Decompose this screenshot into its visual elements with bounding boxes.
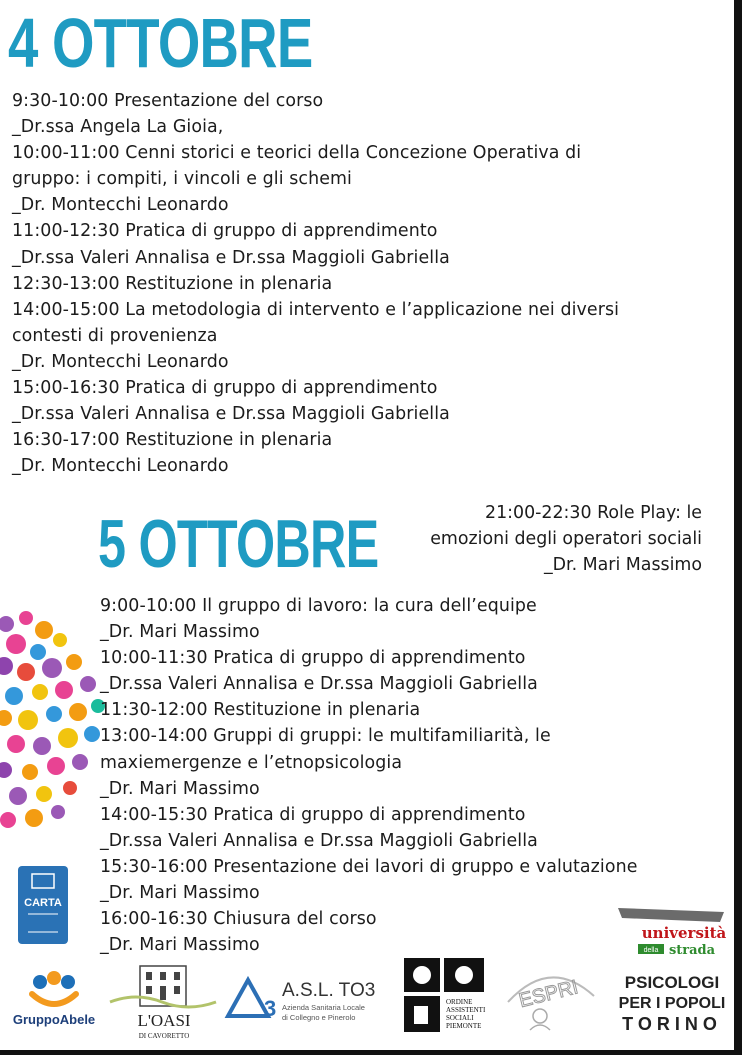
schedule-line: 10:00-11:00 Cenni storici e teorici della Concezione Operativa di [12, 143, 582, 164]
ordine-assistenti-sociali-logo [402, 956, 492, 1036]
schedule-line: _Dr.ssa Valeri Annalisa e Dr.ssa Maggioli Gabriella [12, 404, 450, 425]
day-1-title: 4 OTTOBRE [8, 4, 313, 82]
schedule-line: _Dr.ssa Angela La Gioia, [12, 117, 224, 138]
schedule-line: 16:00-16:30 Chiusura del corso [100, 909, 377, 930]
evening-line: 21:00-22:30 Role Play: le [485, 503, 702, 523]
schedule-line: _Dr.ssa Valeri Annalisa e Dr.ssa Maggioli Gabriella [100, 830, 538, 851]
schedule-line: _Dr. Montecchi Leonardo [12, 456, 229, 477]
day-2-schedule [100, 593, 638, 958]
schedule-line: 9:00-10:00 Il gruppo di lavoro: la cura dell’equipe [100, 596, 537, 616]
oasi-label: L'OASI [137, 1011, 191, 1030]
day-2-title: 5 OTTOBRE [98, 506, 379, 582]
schedule-line: 9:30-10:00 Presentazione del corso [12, 91, 324, 111]
asl-to3-logo [224, 972, 392, 1032]
svg-text:3: 3 [264, 996, 277, 1021]
oas-line-4: PIEMONTE [446, 1022, 482, 1030]
schedule-line: 12:30-13:00 Restituzione in plenaria [12, 273, 333, 294]
oasi-sublabel: DI CAVORETTO [138, 1032, 190, 1040]
asl-subtitle-2: di Collegno e Pinerolo [282, 1013, 356, 1022]
right-border [734, 0, 742, 1055]
universita-strada-psicologi-logos [608, 904, 734, 1036]
carta-badge-logo [18, 866, 68, 944]
evening-session [430, 500, 702, 578]
asl-subtitle-1: Azienda Sanitaria Locale [282, 1003, 365, 1012]
colorful-tree-illustration [0, 610, 112, 850]
schedule-line: _Dr.ssa Valeri Annalisa e Dr.ssa Maggioli Gabriella [100, 674, 538, 695]
schedule-line: 15:00-16:30 Pratica di gruppo di apprendimento [12, 378, 438, 399]
asl-title: A.S.L. TO3 [282, 980, 376, 1001]
schedule-line: maxiemergenze e l’etnopsicologia [100, 752, 403, 773]
univ-label-3: strada [668, 943, 716, 958]
univ-label-1: università [641, 924, 727, 942]
carta-label: CARTA [24, 897, 62, 909]
bottom-border [0, 1050, 742, 1055]
abele-label: GruppoAbele [12, 1012, 96, 1027]
oas-line-2: ASSISTENTI [446, 1006, 486, 1014]
schedule-line: _Dr. Mari Massimo [100, 883, 260, 904]
schedule-line: 11:00-12:30 Pratica di gruppo di apprendimento [12, 221, 438, 242]
schedule-line: 13:00-14:00 Gruppi di gruppi: le multifamiliarità, le [100, 726, 551, 747]
schedule-line: contesti di provenienza [12, 325, 218, 346]
gruppo-abele-logo [4, 966, 104, 1030]
espri-label: ESPRI [516, 976, 581, 1013]
espri-logo [500, 962, 600, 1032]
schedule-line: _Dr. Mari Massimo [100, 622, 260, 643]
schedule-line: gruppo: i compiti, i vincoli e gli schemi [12, 169, 352, 190]
schedule-line: 14:00-15:00 La metodologia di intervento e l’applicazione nei diversi [12, 299, 620, 320]
day-1-schedule [12, 88, 619, 479]
oas-line-3: SOCIALI [446, 1014, 474, 1022]
schedule-line: _Dr. Mari Massimo [100, 778, 260, 799]
oasi-cavoretto-logo [108, 962, 218, 1042]
psico-label-1: PSICOLOGI [624, 973, 720, 992]
schedule-line: _Dr. Montecchi Leonardo [12, 351, 229, 372]
psico-label-3: TORINO [622, 1014, 722, 1034]
evening-line: _Dr. Mari Massimo [543, 555, 702, 575]
univ-label-2: della [643, 947, 659, 954]
schedule-line: 14:00-15:30 Pratica di gruppo di apprendimento [100, 804, 526, 825]
schedule-line: 10:00-11:30 Pratica di gruppo di apprendimento [100, 648, 526, 669]
schedule-line: _Dr. Montecchi Leonardo [12, 195, 229, 216]
schedule-line: _Dr. Mari Massimo [100, 935, 260, 956]
schedule-line: _Dr.ssa Valeri Annalisa e Dr.ssa Maggioli Gabriella [12, 247, 450, 268]
evening-line: emozioni degli operatori sociali [430, 529, 702, 549]
schedule-line: 16:30-17:00 Restituzione in plenaria [12, 430, 333, 451]
psico-label-2: PER I POPOLI [618, 995, 726, 1012]
schedule-line: 11:30-12:00 Restituzione in plenaria [100, 700, 421, 721]
oas-line-1: ORDINE [446, 998, 473, 1006]
schedule-line: 15:30-16:00 Presentazione dei lavori di gruppo e valutazione [100, 856, 638, 877]
